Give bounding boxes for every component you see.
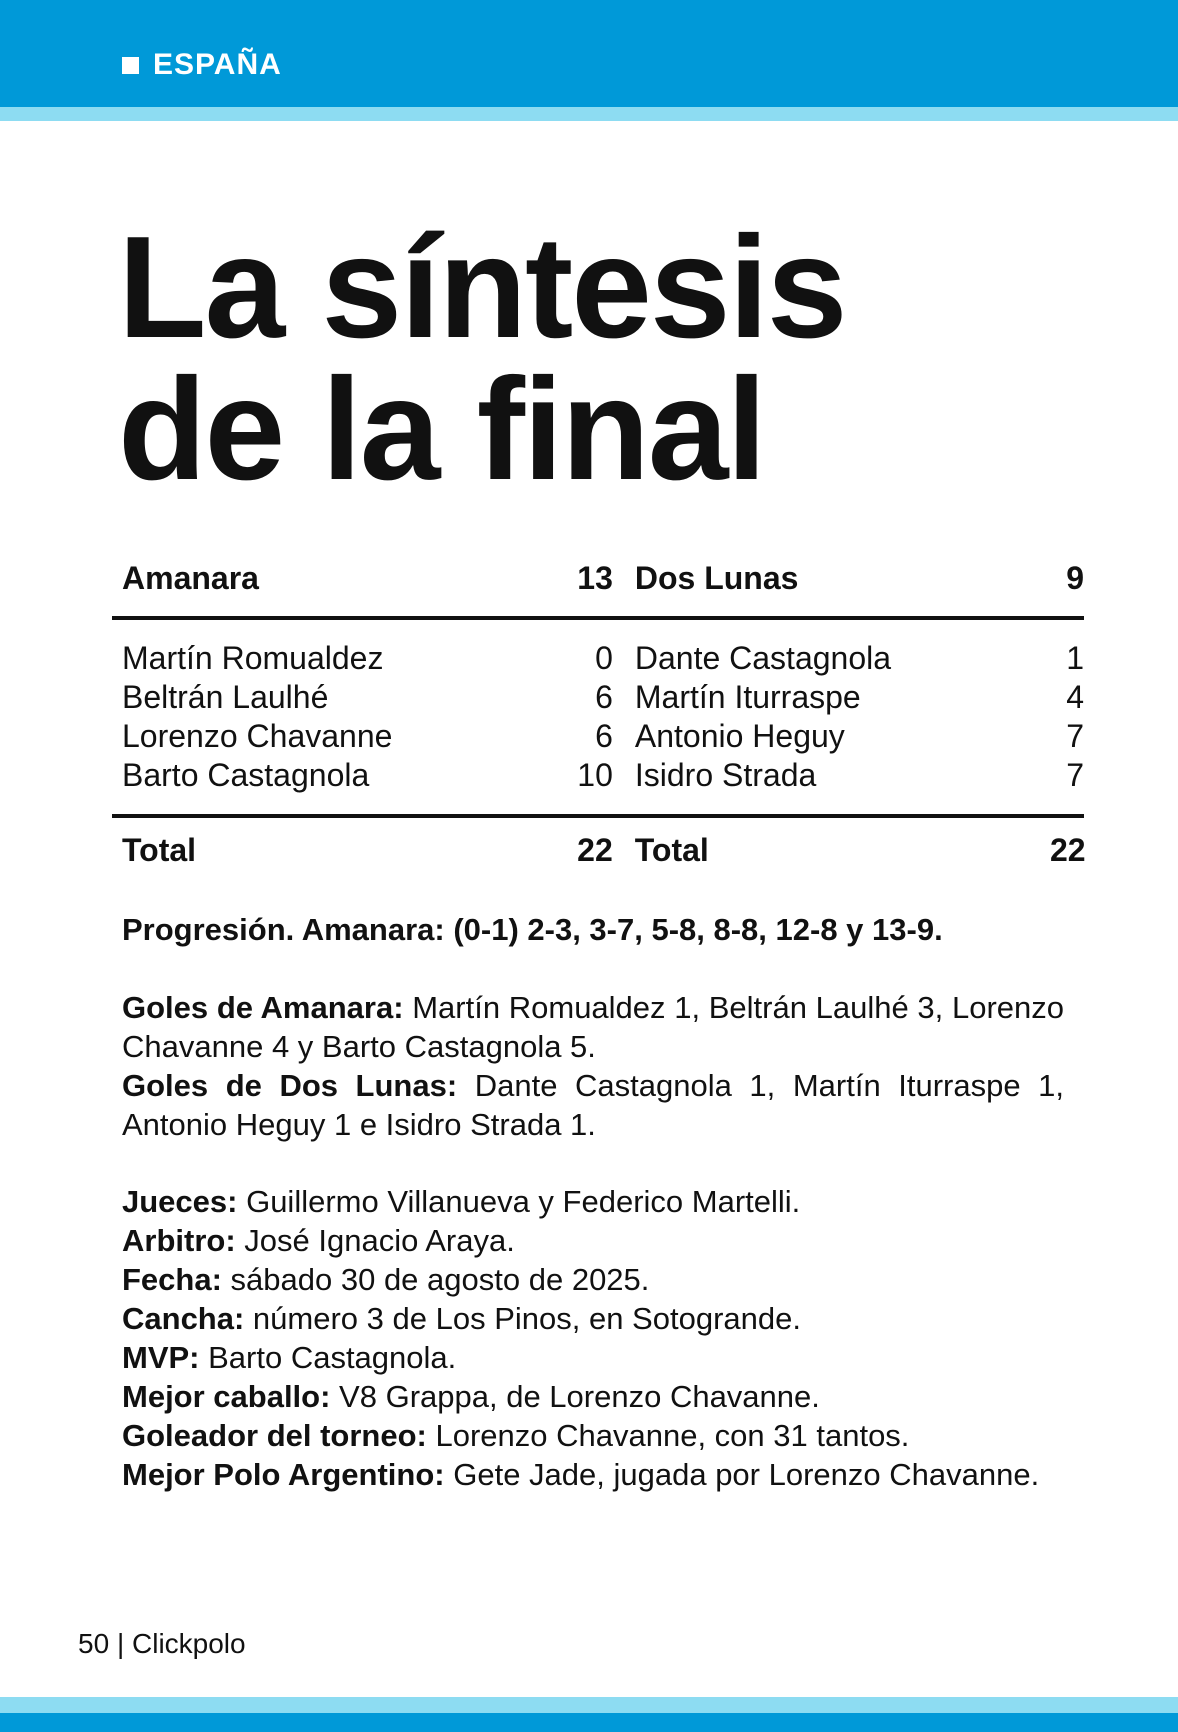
fact-line	[122, 1182, 1064, 1221]
fact-line	[122, 1260, 1064, 1299]
goals-paragraph	[122, 1066, 1064, 1144]
home-player-name: Martín Romualdez	[122, 640, 384, 676]
home-player-handicap: 10	[577, 757, 613, 793]
player-row	[112, 718, 1084, 757]
fact-line	[122, 1338, 1064, 1377]
goals-label: Goles de Dos Lunas:	[122, 1068, 458, 1103]
goals-text: Martín Romualdez 1, Beltrán Laulhé 3, Lorenzo Chavanne 4 y Barto Castagnola 5.	[122, 990, 1064, 1064]
fact-value: Gete Jade, jugada por Lorenzo Chavanne.	[444, 1457, 1040, 1492]
goals-label: Goles de Amanara:	[122, 990, 404, 1025]
fact-label: Jueces:	[122, 1184, 238, 1219]
home-total-value: 22	[577, 832, 613, 868]
scoreboard-header-row	[112, 560, 1084, 616]
footer-separator: |	[116, 1628, 125, 1659]
title-line-1: La síntesis	[118, 206, 846, 368]
totals-row	[112, 832, 1084, 871]
fact-value: número 3 de Los Pinos, en Sotogrande.	[244, 1301, 801, 1336]
home-player-handicap: 0	[595, 640, 613, 676]
home-player-name: Beltrán Laulhé	[122, 679, 329, 715]
fact-value: Barto Castagnola.	[199, 1340, 457, 1375]
goals-section	[122, 988, 1064, 1144]
fact-value: sábado 30 de agosto de 2025.	[221, 1262, 650, 1297]
fact-value: Lorenzo Chavanne, con 31 tantos.	[426, 1418, 910, 1453]
section-label	[122, 48, 282, 82]
home-player-name: Lorenzo Chavanne	[122, 718, 393, 754]
fact-label: Mejor caballo:	[122, 1379, 331, 1414]
goals-paragraph	[122, 988, 1064, 1066]
home-player-handicap: 6	[595, 718, 613, 754]
fact-value: V8 Grappa, de Lorenzo Chavanne.	[330, 1379, 820, 1414]
away-total-label: Total	[634, 832, 709, 868]
bottom-light-stripe	[0, 1697, 1178, 1713]
away-total-value: 22	[1050, 832, 1086, 868]
fact-line	[122, 1455, 1064, 1494]
player-row	[112, 757, 1084, 796]
fact-label: Goleador del torneo:	[122, 1418, 427, 1453]
home-team-score: 13	[577, 560, 613, 596]
away-team-score: 9	[1066, 560, 1084, 596]
section-name: ESPAÑA	[153, 48, 282, 81]
fact-label: Cancha:	[122, 1301, 245, 1336]
divider-bottom	[112, 814, 1084, 818]
home-total-label: Total	[122, 832, 197, 868]
fact-line	[122, 1221, 1064, 1260]
page-title	[118, 206, 846, 510]
fact-line	[122, 1299, 1064, 1338]
away-player-name: Isidro Strada	[634, 757, 817, 793]
home-team-name: Amanara	[122, 560, 259, 596]
progression-line: Progresión. Amanara: (0-1) 2-3, 3-7, 5-8, 8-8, 12-8 y 13-9.	[122, 912, 943, 947]
away-team-name: Dos Lunas	[634, 560, 799, 596]
players-list	[112, 620, 1084, 814]
home-player-name: Barto Castagnola	[122, 757, 370, 793]
player-row	[112, 640, 1084, 679]
fact-value: Guillermo Villanueva y Federico Martelli.	[237, 1184, 801, 1219]
away-player-name: Dante Castagnola	[634, 640, 892, 676]
player-row	[112, 679, 1084, 718]
publication-name: Clickpolo	[132, 1628, 246, 1659]
away-player-handicap: 7	[1066, 718, 1084, 754]
top-light-stripe	[0, 107, 1178, 121]
page-number: 50	[78, 1628, 110, 1659]
away-player-handicap: 7	[1066, 757, 1084, 793]
square-bullet-icon	[122, 57, 139, 74]
fact-line	[122, 1416, 1064, 1455]
fact-label: MVP:	[122, 1340, 200, 1375]
away-player-name: Martín Iturraspe	[634, 679, 861, 715]
away-player-name: Antonio Heguy	[634, 718, 845, 754]
goals-text: Dante Castagnola 1, Martín Iturraspe 1, Antonio Heguy 1 e Isidro Strada 1.	[122, 1068, 1064, 1142]
match-facts	[122, 1182, 1064, 1494]
bottom-color-band	[0, 1713, 1178, 1732]
fact-line	[122, 1377, 1064, 1416]
away-player-handicap: 1	[1066, 640, 1084, 676]
away-player-handicap: 4	[1066, 679, 1084, 715]
home-player-handicap: 6	[595, 679, 613, 715]
title-line-2: de la final	[118, 348, 765, 510]
scoreboard-table	[112, 560, 1084, 871]
fact-label: Arbitro:	[122, 1223, 236, 1258]
fact-label: Mejor Polo Argentino:	[122, 1457, 445, 1492]
fact-label: Fecha:	[122, 1262, 222, 1297]
page-footer	[78, 1628, 246, 1660]
fact-value: José Ignacio Araya.	[235, 1223, 515, 1258]
